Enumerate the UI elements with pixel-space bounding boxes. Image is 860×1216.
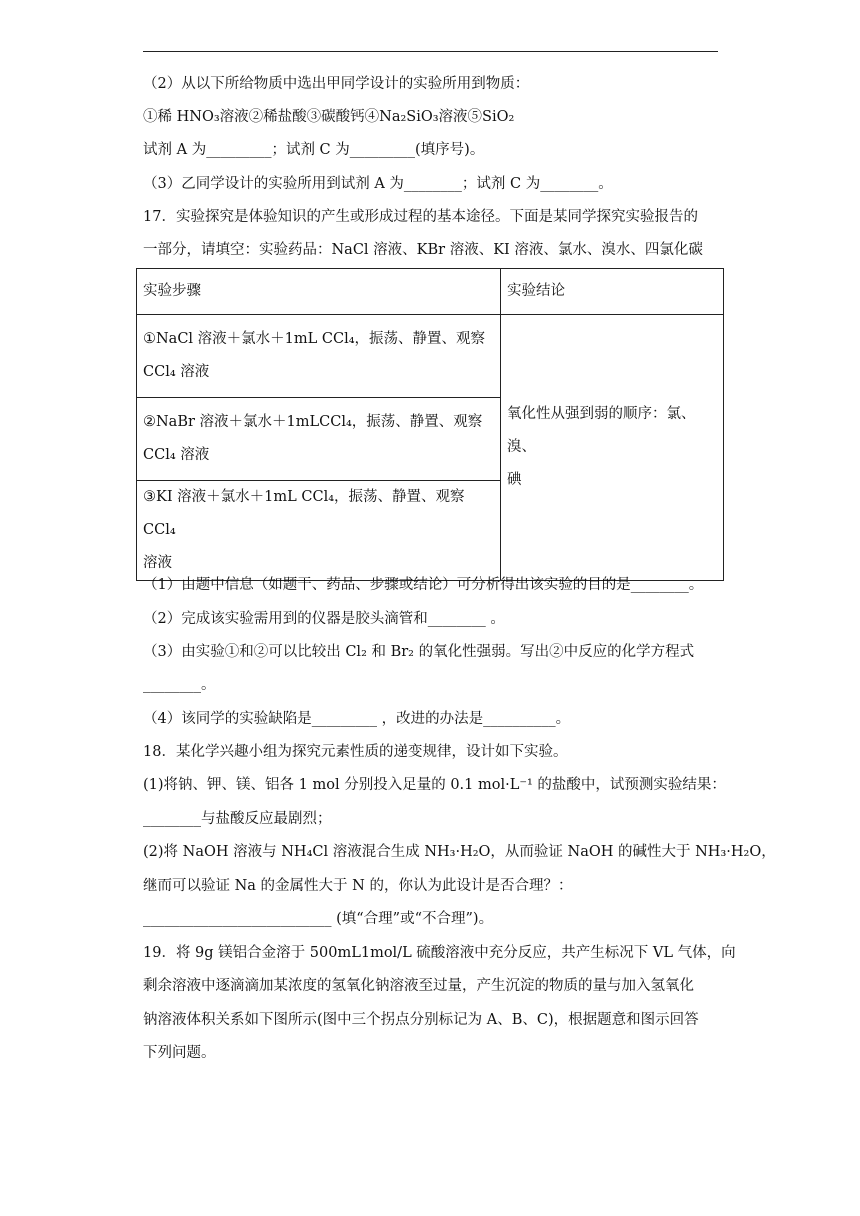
step-2-cell xyxy=(137,398,501,481)
header-steps: 实验步骤 xyxy=(137,269,501,315)
q18-part2-line1: (2)将 NaOH 溶液与 NH₄Cl 溶液混合生成 NH₃·H₂O，从而验证 NaOH 的碱性大于 NH₃·H₂O， xyxy=(143,844,776,860)
step-2-line1: ②NaBr 溶液＋氯水＋1mLCCl₄，振荡、静置、观察 xyxy=(143,414,483,430)
table-row xyxy=(137,315,724,398)
step-2-line2: CCl₄ 溶液 xyxy=(143,447,210,463)
q17-intro-line2: 一部分，请填空：实验药品：NaCl 溶液、KBr 溶液、KI 溶液、氯水、溴水、四氯化碳 xyxy=(143,242,703,258)
conclusion-cell xyxy=(501,315,724,581)
step-1-cell xyxy=(137,315,501,398)
q16-part3: （3）乙同学设计的实验所用到试剂 A 为________；试剂 C 为________。 xyxy=(143,176,613,192)
conclusion-line1: 氧化性从强到弱的顺序：氯、溴、 xyxy=(507,406,696,455)
q19-line4: 下列问题。 xyxy=(143,1045,216,1061)
table-header-row xyxy=(137,269,724,315)
q18-part2-line2: 继而可以验证 Na 的金属性大于 N 的，你认为此设计是否合理？： xyxy=(143,878,573,894)
header-rule xyxy=(143,51,718,52)
q16-part2: （2）从以下所给物质中选出甲同学设计的实验所用到物质： xyxy=(143,76,530,92)
step-1-line2: CCl₄ 溶液 xyxy=(143,364,210,380)
q16-fill: 试剂 A 为_________；试剂 C 为_________(填序号)。 xyxy=(143,142,485,158)
q18-part1-line1: (1)将钠、钾、镁、铝各 1 mol 分别投入足量的 0.1 mol·L⁻¹ 的盐酸中，试预测实验结果： xyxy=(143,777,726,793)
step-3-line2: 溶液 xyxy=(143,555,172,571)
q17-part4: （4）该同学的实验缺陷是_________ ，改进的办法是__________。 xyxy=(143,711,571,727)
q16-options: ①稀 HNO₃溶液②稀盐酸③碳酸钙④Na₂SiO₃溶液⑤SiO₂ xyxy=(143,109,515,125)
header-conclusion: 实验结论 xyxy=(501,269,724,315)
q19-line2: 剩余溶液中逐滴滴加某浓度的氢氧化钠溶液至过量，产生沉淀的物质的量与加入氢氧化 xyxy=(143,978,694,994)
q19-line1: 19．将 9g 镁铝合金溶于 500mL1mol/L 硫酸溶液中充分反应，共产生标况下 VL 气体，向 xyxy=(143,945,736,961)
q17-part3-line1: （3）由实验①和②可以比较出 Cl₂ 和 Br₂ 的氧化性强弱。写出②中反应的化学方程式 xyxy=(143,644,695,660)
step-3-line1: ③KI 溶液＋氯水＋1mL CCl₄，振荡、静置、观察 CCl₄ xyxy=(143,489,465,538)
q18-part2-line3: __________________________ (填“合理”或“不合理”)。 xyxy=(143,911,494,927)
q19-line3: 钠溶液体积关系如下图所示(图中三个拐点分别标记为 A、B、C)，根据题意和图示回答 xyxy=(143,1012,699,1028)
q18-part1-line2: ________与盐酸反应最剧烈； xyxy=(143,811,332,827)
q17-part3-line2: ________。 xyxy=(143,677,216,693)
q17-part2: （2）完成该实验需用到的仪器是胶头滴管和________ 。 xyxy=(143,611,505,627)
q17-intro-line1: 17．实验探究是体验知识的产生或形成过程的基本途径。下面是某同学探究实验报告的 xyxy=(143,209,698,225)
experiment-table xyxy=(136,268,724,581)
conclusion-line2: 碘 xyxy=(507,472,522,488)
step-1-line1: ①NaCl 溶液＋氯水＋1mL CCl₄，振荡、静置、观察 xyxy=(143,331,486,347)
q18-intro: 18．某化学兴趣小组为探究元素性质的递变规律，设计如下实验。 xyxy=(143,744,568,760)
step-3-cell xyxy=(137,481,501,581)
q17-part1: （1）由题中信息（如题干、药品、步骤或结论）可分析得出该实验的目的是________。 xyxy=(143,577,704,593)
